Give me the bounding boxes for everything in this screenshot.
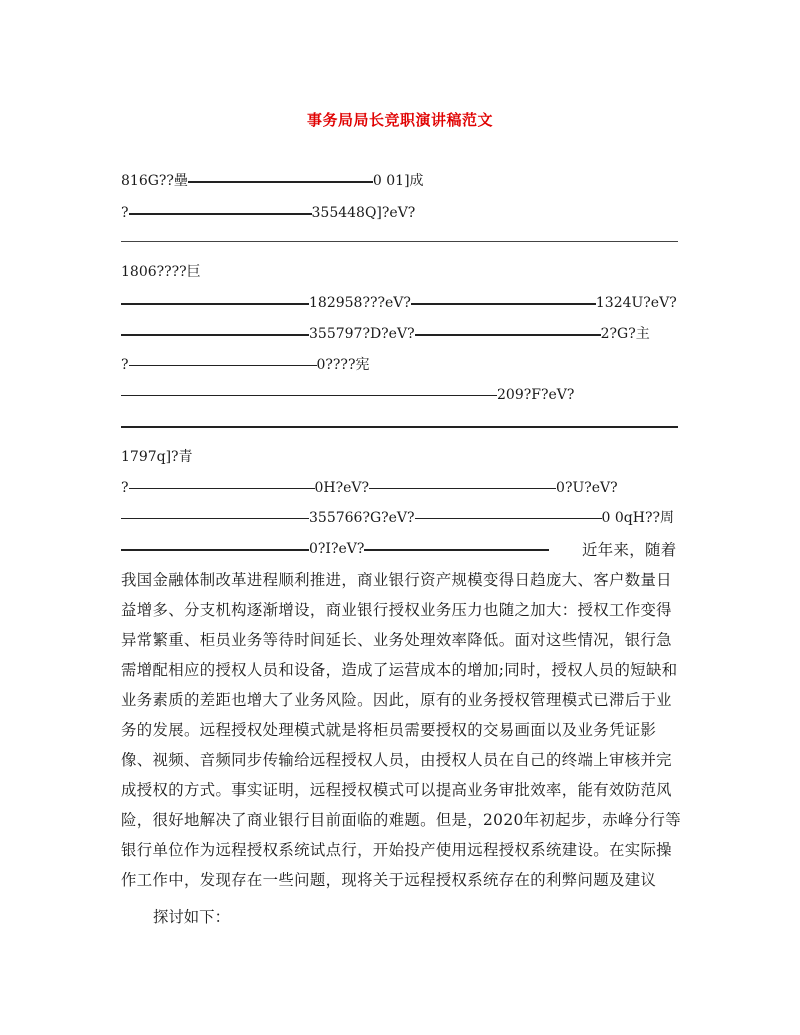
form-line-9 [121,478,618,498]
form-line-10 [121,508,674,528]
form-line-2-label: ? [121,205,129,221]
underline-segment [129,365,317,366]
underline-segment [188,181,373,183]
form-line-1 [121,171,424,191]
form-line-10-value-b: 0 0qH??周 [601,510,674,526]
form-line-4 [121,293,677,313]
form-line-6 [121,355,369,375]
underline-segment [415,518,602,519]
horizontal-rule [121,241,678,242]
underline-segment [369,488,556,489]
underline-segment [415,334,601,336]
form-line-5 [121,324,650,344]
underline-segment [411,303,596,305]
underline-segment [121,395,497,396]
underline-segment [129,488,315,489]
form-line-4-value-b: 1324U?eV? [595,295,677,311]
document-title: 事务局局长竞职演讲稿范文 [306,111,493,129]
form-line-9-value-a: 0H?eV? [314,480,370,496]
underline-segment [121,518,309,519]
form-line-9-label: ? [121,480,129,496]
form-line-5-value-b: 2?G?主 [600,326,650,342]
form-line-6-label: ? [121,357,129,373]
form-line-3 [121,262,201,282]
form-line-2 [121,203,415,223]
form-line-7-value: 209?F?eV? [497,387,575,403]
form-line-10-value-a: 355766?G?eV? [309,510,415,526]
form-line-2-value: 355448Q]?eV? [311,205,416,221]
form-line-1-label: 816G??壘 [121,173,188,189]
form-line-1-value: 0 01]成 [372,173,424,189]
form-line-4-value-a: 182958???eV? [309,295,411,311]
closing-line: 探讨如下： [153,908,230,926]
form-line-8-label: 1797q]?青 [121,449,193,465]
form-line-7 [121,385,574,405]
form-line-6-value: 0????宪 [316,357,370,373]
form-line-5-value-a: 355797?D?eV? [309,326,415,342]
form-line-8 [121,447,193,467]
form-line-3-label: 1806????巨 [121,264,201,280]
underline-segment [121,303,309,305]
form-line-9-value-b: 0?U?eV? [556,480,618,496]
underline-segment [121,334,309,336]
body-paragraph: 近年来，随着我国金融体制改革进程顺利推进，商业银行资产规模变得日趋庞大、客户数量日益增多、分支机构逐渐增设，商业银行授权业务压力也随之加大：授权工作变得异常繁重、柜员业务等待时间延长、业务处理效率降低。面对这些情况，银行急需增配相应的授权人员和设备，造成了运营成本的增加;同时，授权人员的短缺和业务素质的差距也增大了业务风险。因此，原有的业务授权管理模式已滞后于业务的发展。远程授权处理模式就是将柜员需要授权的交易画面以及业务凭证影像、视频、音频同步传输给远程授权人员，由授权人员在自己的终端上审核并完成授权的方式。事实证明，远程授权模式可以提高业务审批效率，能有效防范风险，很好地解决了商业银行目前面临的难题。但是，2020年初起步，赤峰分行等银行单位作为远程授权系统试点行，开始投产使用远程授权系统建设。在实际操作工作中，发现存在一些问题，现将关于远程授权系统存在的利弊问题及建议 [121,541,682,889]
form-line-11-value: 0?I?eV? [309,541,365,557]
horizontal-rule-thick [121,426,678,428]
underline-segment [129,213,312,215]
